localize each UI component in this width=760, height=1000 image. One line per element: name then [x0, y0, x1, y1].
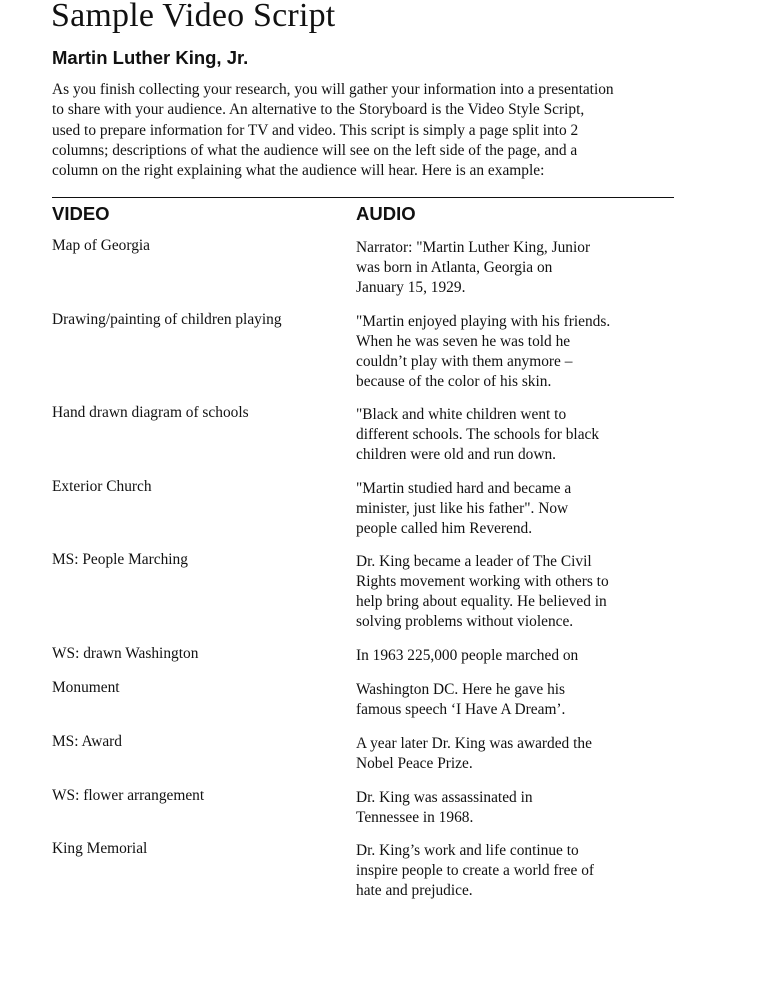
audio-line: couldn’t play with them anymore –: [356, 352, 573, 370]
video-cell: WS: flower arrangement: [52, 787, 205, 804]
audio-cell: [356, 312, 716, 392]
audio-line: Narrator: "Martin Luther King, Junior: [356, 239, 591, 256]
video-cell: WS: drawn Washington: [52, 645, 199, 662]
video-cell: Drawing/painting of children playing: [52, 311, 282, 328]
audio-line: Rights movement working with others to: [356, 572, 609, 590]
audio-cell: [356, 405, 716, 465]
audio-line: "Martin studied hard and became a: [356, 480, 572, 497]
audio-line: January 15, 1929.: [356, 278, 466, 296]
intro-line: column on the right explaining what the audience will hear. Here is an example:: [52, 162, 545, 180]
audio-line: children were old and run down.: [356, 445, 557, 463]
audio-cell: [356, 646, 716, 666]
section-divider: [52, 197, 674, 198]
audio-line: A year later Dr. King was awarded the: [356, 735, 592, 752]
audio-line: because of the color of his skin.: [356, 372, 552, 390]
audio-line: Dr. King became a leader of The Civil: [356, 553, 592, 570]
audio-line: inspire people to create a world free of: [356, 861, 595, 879]
audio-cell: [356, 552, 716, 632]
video-column-heading: VIDEO: [52, 203, 110, 224]
intro-paragraph: [52, 80, 692, 181]
audio-line: Dr. King’s work and life continue to: [356, 842, 579, 859]
audio-line: minister, just like his father". Now: [356, 499, 569, 517]
audio-cell: [356, 479, 716, 539]
video-cell: MS: People Marching: [52, 551, 188, 568]
audio-line: Washington DC. Here he gave his: [356, 681, 566, 698]
intro-line: used to prepare information for TV and video. This script is simply a page split into 2: [52, 121, 579, 139]
video-cell: Monument: [52, 679, 120, 696]
audio-cell: [356, 238, 716, 298]
video-cell: MS: Award: [52, 733, 122, 750]
page-subtitle: Martin Luther King, Jr.: [52, 47, 249, 68]
video-cell: Map of Georgia: [52, 237, 151, 254]
audio-cell: [356, 680, 716, 720]
audio-line: people called him Reverend.: [356, 519, 533, 537]
audio-line: In 1963 225,000 people marched on: [356, 647, 579, 664]
audio-line: "Martin enjoyed playing with his friends.: [356, 313, 611, 330]
audio-cell: [356, 788, 716, 828]
intro-line: columns; descriptions of what the audience will see on the left side of the page, and a: [52, 141, 578, 159]
audio-cell: [356, 734, 716, 774]
video-cell: King Memorial: [52, 840, 148, 857]
audio-line: Tennessee in 1968.: [356, 808, 474, 826]
audio-line: Dr. King was assassinated in: [356, 789, 533, 806]
audio-line: hate and prejudice.: [356, 881, 473, 899]
video-cell: Hand drawn diagram of schools: [52, 404, 249, 421]
audio-line: different schools. The schools for black: [356, 425, 600, 443]
page-title: Sample Video Script: [51, 0, 336, 34]
audio-column-heading: AUDIO: [356, 203, 416, 224]
intro-line: As you finish collecting your research, you will gather your information into a presentation: [52, 81, 614, 98]
audio-line: famous speech ‘I Have A Dream’.: [356, 700, 566, 718]
audio-line: Nobel Peace Prize.: [356, 754, 473, 772]
audio-line: "Black and white children went to: [356, 406, 567, 423]
audio-line: When he was seven he was told he: [356, 332, 571, 350]
audio-line: was born in Atlanta, Georgia on: [356, 258, 553, 276]
intro-line: to share with your audience. An alternative to the Storyboard is the Video Style Script,: [52, 101, 585, 119]
video-cell: Exterior Church: [52, 478, 152, 495]
audio-line: help bring about equality. He believed in: [356, 592, 607, 610]
audio-cell: [356, 841, 716, 901]
audio-line: solving problems without violence.: [356, 612, 574, 630]
